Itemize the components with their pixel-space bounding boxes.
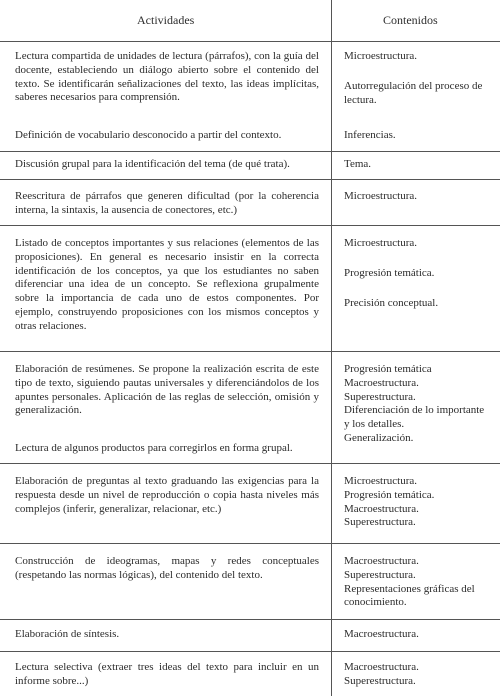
activity-text: Elaboración de resúmenes. Se propone la realización escrita de este tipo de texto, siguiendo pautas universales y diferenciándolos de los apuntes personales. Aplicación de las reglas de selección, omisión y generalización.	[15, 363, 319, 417]
content-item: Precisión conceptual.	[344, 297, 439, 309]
activity-cell	[15, 50, 319, 141]
content-item: Macroestructura.	[344, 661, 419, 673]
activity-text: Lectura selectiva (extraer tres ideas del texto para incluir en un informe sobre...)	[15, 661, 319, 687]
activity-cell	[15, 158, 319, 172]
header-activities: Actividades	[137, 13, 195, 27]
activity-text: Discusión grupal para la identificación del tema (de qué trata).	[15, 158, 290, 170]
content-item: Superestructura.	[344, 390, 416, 403]
activity-text: Lectura de algunos productos para corregirlos en forma grupal.	[15, 442, 293, 454]
activity-cell	[15, 363, 319, 454]
activity-cell	[15, 555, 319, 583]
activity-text: Reescritura de párrafos que generen dificultad (por la coherencia interna, la sintaxis, la ausencia de conectores, etc.)	[15, 190, 319, 216]
activity-text: Elaboración de síntesis.	[15, 628, 120, 640]
content-item: Microestructura.	[344, 475, 417, 487]
contents-cell	[344, 363, 494, 446]
content-item: Progresión temática	[344, 363, 432, 375]
content-item: Progresión temática.	[344, 488, 435, 501]
content-item: Macroestructura.	[344, 376, 419, 389]
contents-cell	[344, 661, 494, 689]
table-row	[0, 179, 500, 226]
activity-text: Lectura compartida de unidades de lectura (párrafos), con la guía del docente, estableciendo un diálogo abierto sobre el contenido del texto. Se identificarán señalizaciones del texto, las ideas implícitas, saberes necesarios para comprensión.	[15, 50, 319, 104]
contents-cell	[344, 475, 494, 530]
table-row	[0, 463, 500, 544]
activity-cell	[15, 628, 319, 642]
content-item: Tema.	[344, 158, 372, 170]
activity-text: Definición de vocabulario desconocido a partir del contexto.	[15, 129, 282, 141]
content-item: Macroestructura.	[344, 555, 419, 567]
activity-text: Elaboración de preguntas al texto graduando las exigencias para la respuesta desde un nivel de reproducción o copia hasta niveles más complejos (inferir, generalizar, relacionar, etc.)	[15, 475, 319, 515]
activity-cell	[15, 475, 319, 516]
content-item: Autorregulación del proceso de lectura.	[344, 80, 483, 106]
content-item: Representaciones gráficas del conocimiento.	[344, 582, 475, 609]
content-item: Microestructura.	[344, 237, 417, 249]
activity-cell	[15, 661, 319, 689]
table-header	[0, 0, 500, 42]
content-item: Inferencias.	[344, 129, 396, 141]
table-row	[0, 151, 500, 180]
table-row	[0, 543, 500, 620]
header-contents: Contenidos	[383, 13, 438, 27]
table-row	[0, 351, 500, 464]
contents-cell	[344, 628, 494, 642]
content-item: Macroestructura.	[344, 628, 419, 640]
table-row	[0, 651, 500, 696]
content-item: Microestructura.	[344, 50, 417, 62]
activity-text: Construcción de ideogramas, mapas y redes conceptuales (respetando las normas lógicas), del contenido del texto.	[15, 555, 319, 581]
content-item: Superestructura.	[344, 674, 416, 687]
content-item: Diferenciación de lo importante y los detalles.	[344, 404, 485, 431]
contents-cell	[344, 190, 494, 204]
content-item: Macroestructura.	[344, 502, 419, 515]
activity-text: Listado de conceptos importantes y sus relaciones (elementos de las proposiciones). En general es necesario insistir en la correcta identificación de los conceptos, ya que los estudiantes no saben diferenciar una idea de un concepto. Se reflexiona grupalmente sobre la importancia de cada uno de estos componentes. Por ejemplo, construyendo proposiciones con los mismos conceptos y otras relaciones.	[15, 237, 319, 332]
content-item: Generalización.	[344, 431, 414, 444]
table-row	[0, 41, 500, 152]
content-item: Progresión temática.	[344, 267, 435, 279]
content-item: Microestructura.	[344, 190, 417, 202]
activity-cell	[15, 237, 319, 334]
content-item: Superestructura.	[344, 568, 416, 581]
table-row	[0, 225, 500, 352]
activity-cell	[15, 190, 319, 218]
contents-cell	[344, 158, 494, 172]
content-item: Superestructura.	[344, 516, 416, 529]
table-row	[0, 619, 500, 652]
contents-cell	[344, 555, 494, 610]
